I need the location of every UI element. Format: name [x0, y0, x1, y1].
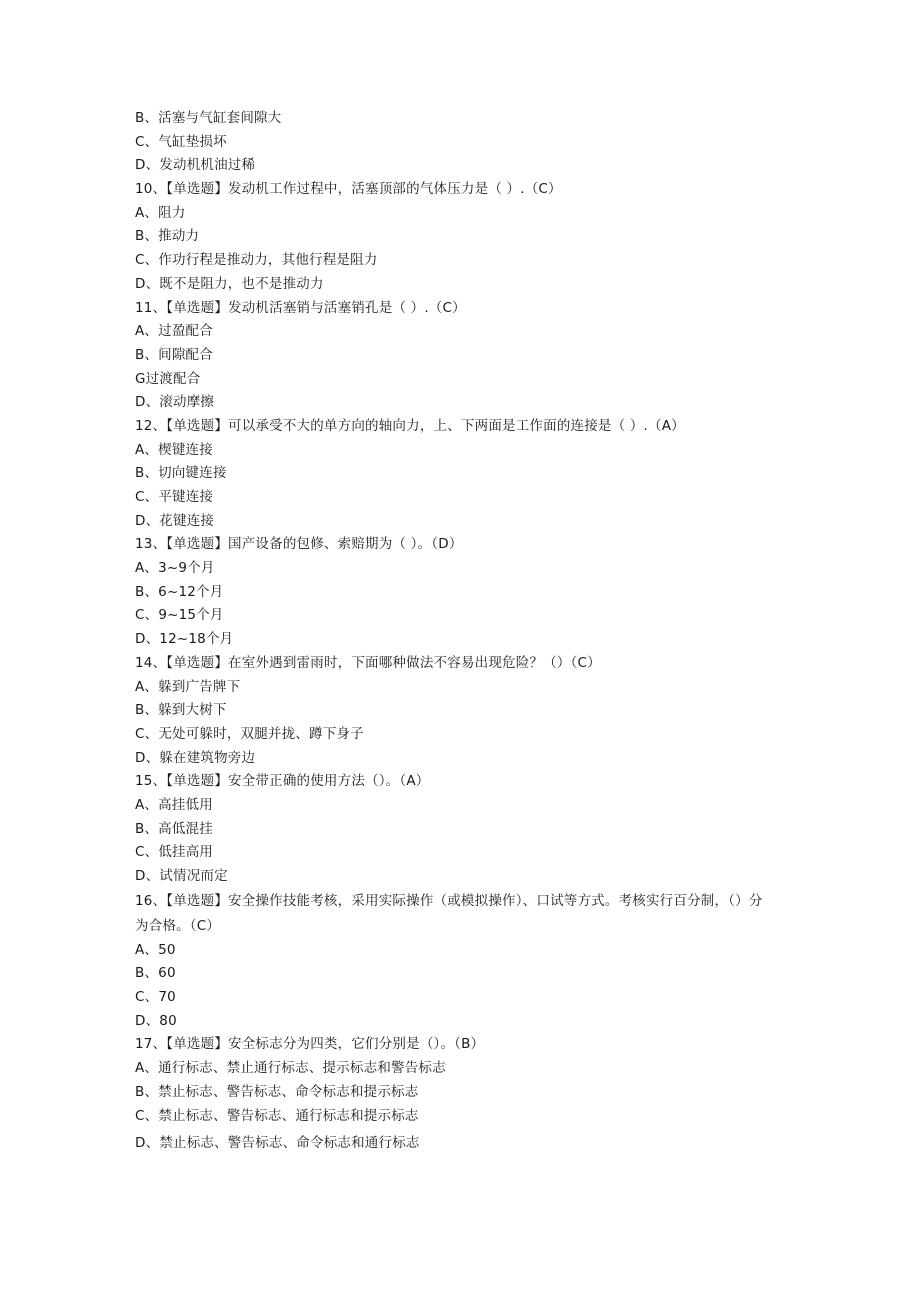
option-line: A、楔键连接	[135, 441, 213, 458]
question-line: 14、【单选题】在室外遇到雷雨时，下面哪种做法不容易出现危险？（）（C）	[135, 654, 601, 671]
question-line: 11、【单选题】发动机活塞销与活塞销孔是（ ）.（C）	[135, 299, 466, 316]
option-line: B、高低混挂	[135, 820, 213, 837]
option-line: B、切向键连接	[135, 465, 227, 482]
option-line: D、发动机机油过稀	[135, 157, 256, 174]
option-line: A、3~9个月	[135, 560, 215, 577]
option-line: A、高挂低用	[135, 796, 213, 813]
option-line: D、试情况而定	[135, 868, 228, 884]
option-line: G过渡配合	[135, 370, 201, 387]
question-line: 12、【单选题】可以承受不大的单方向的轴向力，上、下两面是工作面的连接是（ ）.（A）	[135, 417, 685, 434]
question-line: 16、【单选题】安全操作技能考核，采用实际操作（或模拟操作）、口试等方式。考核实行百分制，（）分为合格。（C）	[135, 892, 763, 934]
option-line: C、禁止标志、警告标志、通行标志和提示标志	[135, 1107, 419, 1124]
option-line: D、80	[135, 1012, 177, 1029]
option-line: C、9~15个月	[135, 607, 224, 624]
question-line: 17、【单选题】安全标志分为四类，它们分别是（）。（B）	[135, 1036, 485, 1053]
option-line: D、禁止标志、警告标志、命令标志和通行标志	[135, 1135, 420, 1152]
option-line: A、通行标志、禁止通行标志、提示标志和警告标志	[135, 1060, 446, 1077]
option-line: D、躲在建筑物旁边	[135, 749, 256, 766]
option-line: A、过盈配合	[135, 323, 213, 340]
option-line: B、禁止标志、警告标志、命令标志和提示标志	[135, 1083, 419, 1100]
option-line: C、气缸垫损坏	[135, 133, 227, 150]
option-line: D、滚动摩擦	[135, 394, 215, 411]
option-line: B、活塞与气缸套间隙大	[135, 110, 282, 126]
option-line: A、躲到广告牌下	[135, 678, 241, 695]
option-line: C、70	[135, 989, 176, 1006]
option-line: D、花键连接	[135, 512, 215, 529]
option-line: B、推动力	[135, 228, 200, 245]
option-line: D、既不是阻力，也不是推动力	[135, 275, 324, 292]
option-line: C、无处可躲时，双腿并拢、蹲下身子	[135, 725, 364, 742]
option-line: B、间隙配合	[135, 346, 213, 363]
option-line: C、低挂高用	[135, 844, 214, 861]
option-line: A、阻力	[135, 204, 186, 221]
question-line: 10、【单选题】发动机工作过程中，活塞顶部的气体压力是（ ）.（C）	[135, 181, 562, 198]
question-line: 13、【单选题】国产设备的包修、索赔期为（ ）。（D）	[135, 536, 463, 553]
option-line: B、6~12个月	[135, 583, 224, 600]
option-line: C、平键连接	[135, 489, 214, 505]
option-line: B、躲到大树下	[135, 702, 227, 719]
option-line: D、12~18个月	[135, 631, 234, 648]
question-line: 15、【单选题】安全带正确的使用方法（）。（A）	[135, 773, 430, 790]
option-line: B、60	[135, 965, 176, 982]
option-line: C、作功行程是推动力，其他行程是阻力	[135, 252, 378, 269]
document-body	[135, 107, 775, 1156]
option-line: A、50	[135, 941, 176, 958]
